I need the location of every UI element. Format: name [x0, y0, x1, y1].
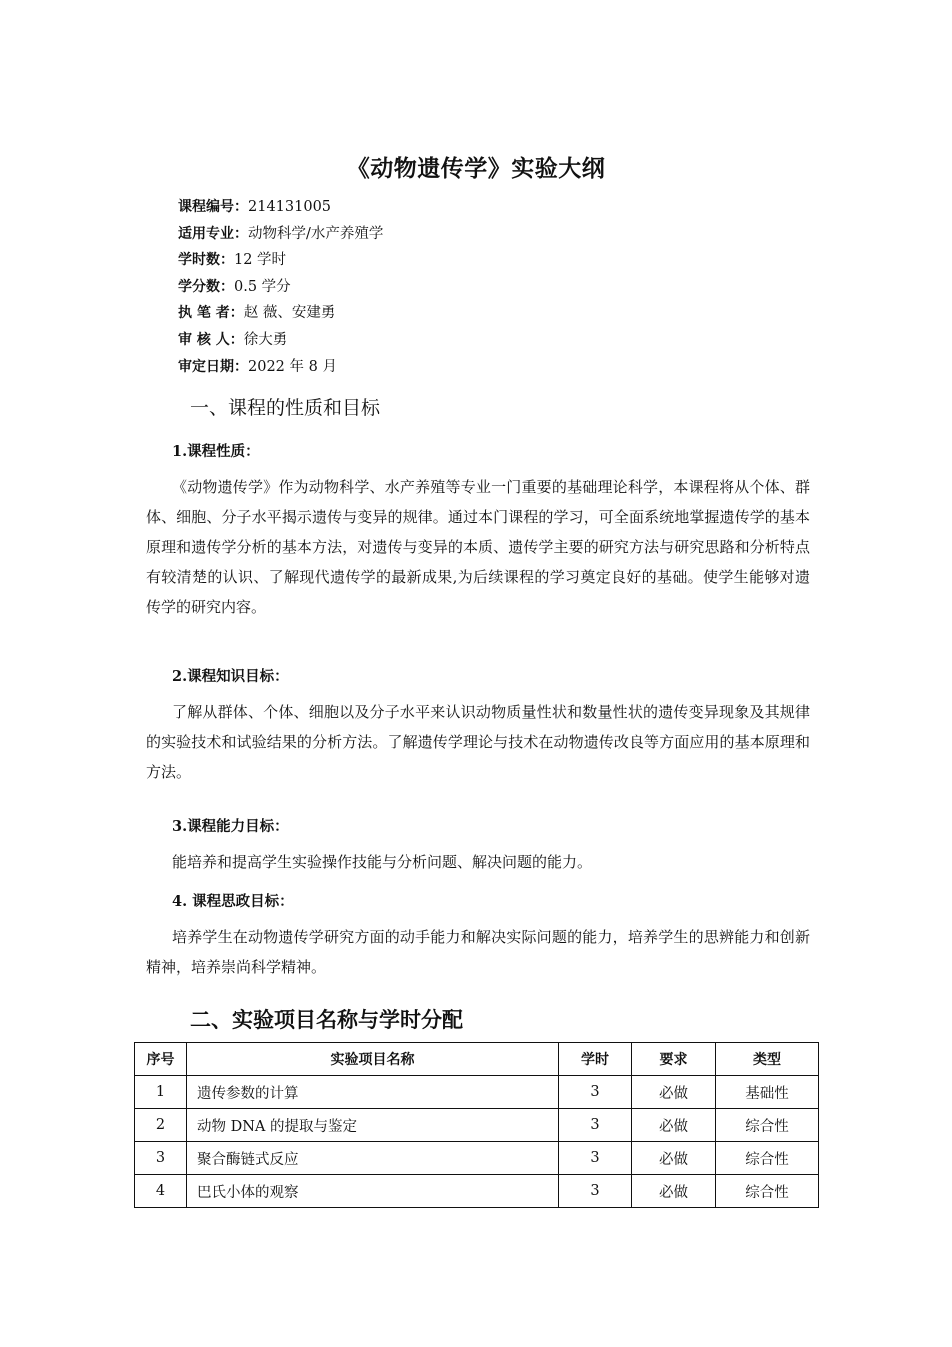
- col-header-name: 实验项目名称: [187, 1043, 559, 1076]
- cell-name: 动物 DNA 的提取与鉴定: [187, 1109, 559, 1142]
- cell-name: 遗传参数的计算: [187, 1076, 559, 1109]
- meta-key: 学分数：: [178, 278, 234, 295]
- experiment-table: [134, 1042, 819, 1208]
- ideology-goal-heading: 4. 课程思政目标：: [172, 893, 294, 910]
- cell-requirement: 必做: [632, 1109, 716, 1142]
- meta-value: 2022 年 8 月: [248, 358, 337, 375]
- table-row: [135, 1109, 819, 1142]
- knowledge-goal-heading: 2.课程知识目标：: [172, 668, 289, 685]
- col-header-hours: 学时: [559, 1043, 632, 1076]
- cell-requirement: 必做: [632, 1142, 716, 1175]
- table-row: [135, 1076, 819, 1109]
- cell-hours: 3: [559, 1175, 632, 1208]
- cell-index: 3: [135, 1142, 187, 1175]
- meta-value: 12 学时: [234, 252, 287, 269]
- knowledge-goal-text: 了解从群体、个体、细胞以及分子水平来认识动物质量性状和数量性状的遗传变异现象及其规律的实验技术和试验结果的分析方法。了解遗传学理论与技术在动物遗传改良等方面应用的基本原理和方法。: [146, 703, 810, 781]
- col-header-requirement: 要求: [632, 1043, 716, 1076]
- meta-key: 课程编号：: [178, 199, 248, 215]
- cell-hours: 3: [559, 1142, 632, 1175]
- col-header-type: 类型: [716, 1043, 819, 1076]
- meta-key: 学时数：: [178, 252, 234, 269]
- cell-type: 综合性: [716, 1175, 819, 1208]
- cell-type: 综合性: [716, 1142, 819, 1175]
- cell-index: 1: [135, 1076, 187, 1109]
- table-row: [135, 1175, 819, 1208]
- cell-hours: 3: [559, 1109, 632, 1142]
- document-title: 《动物遗传学》实验大纲: [346, 155, 606, 182]
- cell-hours: 3: [559, 1076, 632, 1109]
- meta-key: 审 核 人：: [178, 331, 244, 348]
- approval-date-row: [178, 354, 383, 381]
- major-row: [178, 221, 383, 248]
- col-header-index: 序号: [135, 1043, 187, 1076]
- cell-requirement: 必做: [632, 1175, 716, 1208]
- meta-key: 审定日期：: [178, 358, 248, 375]
- course-info: [178, 194, 383, 380]
- meta-value: 动物科学/水产养殖学: [248, 225, 384, 242]
- cell-name: 巴氏小体的观察: [187, 1175, 559, 1208]
- meta-key: 执 笔 者：: [178, 305, 244, 322]
- reviewer-row: [178, 327, 383, 354]
- cell-type: 基础性: [716, 1076, 819, 1109]
- cell-type: 综合性: [716, 1109, 819, 1142]
- author-row: [178, 300, 383, 327]
- meta-value: 赵 薇、安建勇: [243, 305, 336, 322]
- cell-requirement: 必做: [632, 1076, 716, 1109]
- ability-goal-text: 能培养和提高学生实验操作技能与分析问题、解决问题的能力。: [172, 853, 593, 871]
- meta-key: 适用专业：: [178, 225, 248, 242]
- cell-name: 聚合酶链式反应: [187, 1142, 559, 1175]
- section1-heading: 一、课程的性质和目标: [190, 397, 381, 419]
- cell-index: 4: [135, 1175, 187, 1208]
- meta-value: 徐大勇: [243, 331, 288, 348]
- section2-heading: 二、实验项目名称与学时分配: [190, 1008, 463, 1032]
- meta-value: 214131005: [248, 199, 332, 215]
- table-header-row: [135, 1043, 819, 1076]
- cell-index: 2: [135, 1109, 187, 1142]
- meta-value: 0.5 学分: [234, 278, 291, 295]
- ideology-goal-text: 培养学生在动物遗传学研究方面的动手能力和解决实际问题的能力，培养学生的思辨能力和创新精神，培养崇尚科学精神。: [146, 928, 810, 976]
- hours-row: [178, 247, 383, 274]
- table-row: [135, 1142, 819, 1175]
- ability-goal-heading: 3.课程能力目标：: [172, 818, 289, 835]
- credits-row: [178, 274, 383, 301]
- course-nature-heading: 1.课程性质：: [172, 443, 260, 460]
- course-code-row: [178, 194, 383, 221]
- course-nature-text: 《动物遗传学》作为动物科学、水产养殖等专业一门重要的基础理论科学，本课程将从个体、群体、细胞、分子水平揭示遗传与变异的规律。通过本门课程的学习，可全面系统地掌握遗传学的基本原理和遗传学分析的基本方法，对遗传与变异的本质、遗传学主要的研究方法与研究思路和分析特点有较清楚的认识、了解现代遗传学的最新成果,为后续课程的学习奠定良好的基础。使学生能够对遗传学的研究内容。: [146, 478, 810, 616]
